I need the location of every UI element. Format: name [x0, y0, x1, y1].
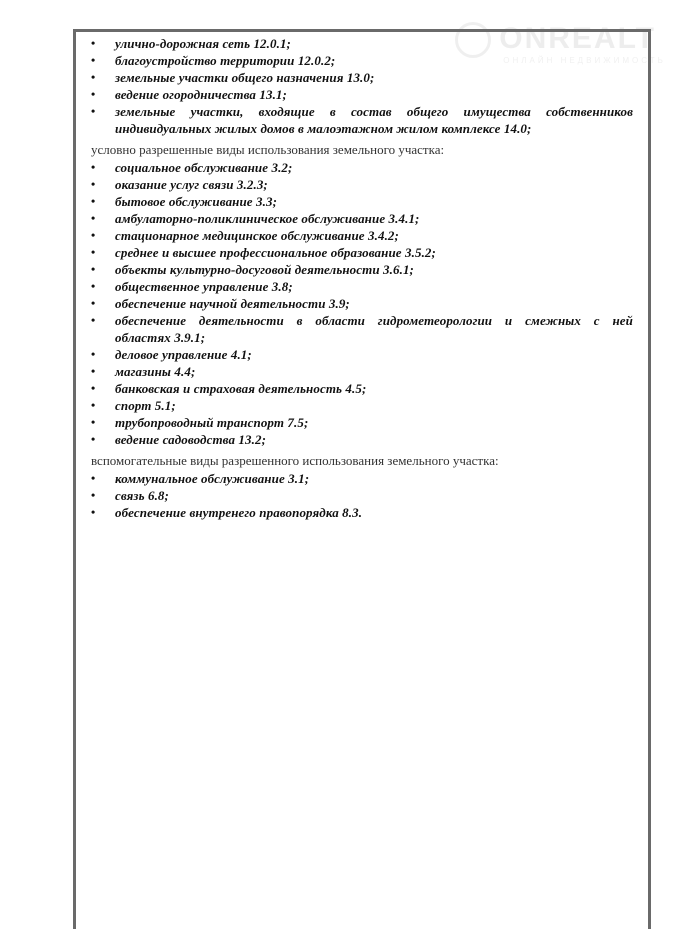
bullet-icon: •	[91, 228, 96, 242]
conditional-uses-heading: условно разрешенные виды использования земельного участка:	[91, 142, 445, 157]
bullet-icon: •	[91, 194, 96, 208]
list-item: • обеспечение внутренего правопорядка 8.3.	[91, 505, 363, 520]
list-item: • ведение садоводства 13.2;	[91, 432, 267, 447]
bullet-icon: •	[91, 279, 96, 293]
list-item: • объекты культурно-досуговой деятельности 3.6.1;	[91, 262, 414, 277]
bullet-icon: •	[91, 415, 96, 429]
list-item: • социальное обслуживание 3.2;	[91, 160, 293, 175]
bullet-icon: •	[91, 70, 96, 84]
list-item: • банковская и страховая деятельность 4.5;	[91, 381, 367, 396]
bullet-icon: •	[91, 211, 96, 225]
list-item: • улично-дорожная сеть 12.0.1;	[91, 36, 291, 51]
auxiliary-uses-list	[91, 470, 633, 521]
bullet-icon: •	[91, 160, 96, 174]
list-item: • обеспечение деятельности в области гидрометеорологии и смежных с ней областях 3.9.1;	[91, 313, 633, 345]
bullet-icon: •	[91, 347, 96, 361]
list-item: • общественное управление 3.8;	[91, 279, 293, 294]
conditional-uses-list	[91, 159, 633, 448]
bullet-icon: •	[91, 381, 96, 395]
bullet-icon: •	[91, 177, 96, 191]
bullet-icon: •	[91, 245, 96, 259]
bullet-icon: •	[91, 488, 96, 502]
list-item: • бытовое обслуживание 3.3;	[91, 194, 278, 209]
list-item: • стационарное медицинское обслуживание 3.4.2;	[91, 228, 399, 243]
list-item: • коммунальное обслуживание 3.1;	[91, 471, 310, 486]
page-frame	[73, 29, 651, 929]
bullet-icon: •	[91, 505, 96, 519]
bullet-icon: •	[91, 432, 96, 446]
list-item: • среднее и высшее профессиональное образование 3.5.2;	[91, 245, 436, 260]
bullet-icon: •	[91, 262, 96, 276]
bullet-icon: •	[91, 36, 96, 50]
list-item: • земельные участки, входящие в состав общего имущества собственников индивидуальных жилых домов в малоэтажном жилом комплексе 14.0;	[91, 104, 633, 136]
list-item: • трубопроводный транспорт 7.5;	[91, 415, 309, 430]
bullet-icon: •	[91, 296, 96, 310]
list-item: • магазины 4.4;	[91, 364, 196, 379]
bullet-icon: •	[91, 471, 96, 485]
document-content	[91, 35, 633, 521]
watermark-tagline: ОНЛАЙН НЕДВИЖИМОСТЬ	[503, 56, 666, 65]
list-item: • оказание услуг связи 3.2.3;	[91, 177, 268, 192]
bullet-icon: •	[91, 87, 96, 101]
auxiliary-uses-heading: вспомогательные виды разрешенного использования земельного участка:	[91, 453, 499, 468]
list-item: • спорт 5.1;	[91, 398, 176, 413]
watermark-brand: ONREALT	[499, 22, 656, 55]
bullet-icon: •	[91, 53, 96, 67]
list-item: • связь 6.8;	[91, 488, 169, 503]
main-uses-list	[91, 35, 633, 137]
list-item: • деловое управление 4.1;	[91, 347, 252, 362]
list-item: • ведение огородничества 13.1;	[91, 87, 287, 102]
bullet-icon: •	[91, 398, 96, 412]
list-item: • обеспечение научной деятельности 3.9;	[91, 296, 350, 311]
bullet-icon: •	[91, 364, 96, 378]
bullet-icon: •	[91, 313, 96, 327]
list-item: • амбулаторно-поликлиническое обслуживание 3.4.1;	[91, 211, 420, 226]
bullet-icon: •	[91, 104, 96, 118]
list-item: • благоустройство территории 12.0.2;	[91, 53, 336, 68]
list-item: • земельные участки общего назначения 13.0;	[91, 70, 375, 85]
